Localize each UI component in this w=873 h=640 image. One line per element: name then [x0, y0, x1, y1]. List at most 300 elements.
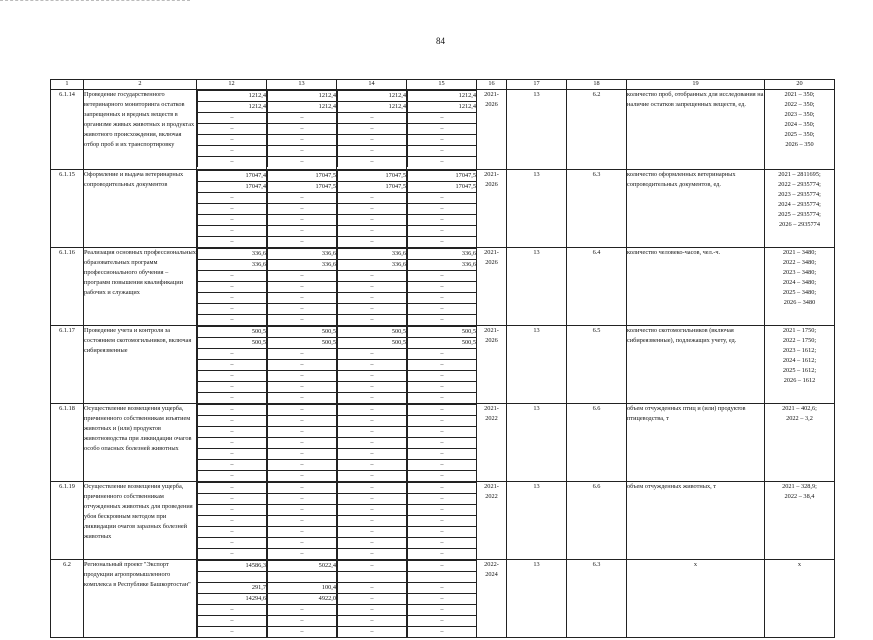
target-value: 2022 – 3,2	[786, 415, 813, 422]
value-cell: –	[268, 237, 337, 248]
value-column	[197, 482, 267, 560]
target-value: 2022 – 3480;	[782, 259, 817, 266]
row-number: 6.1.18	[51, 404, 84, 482]
value-cell: –	[198, 460, 267, 471]
target-value: 2026 – 350	[785, 141, 814, 148]
value-cell: –	[338, 561, 407, 572]
value-cell: –	[268, 627, 337, 638]
row-number: 6.1.14	[51, 90, 84, 170]
value-cell: –	[198, 204, 267, 215]
value-cell: –	[408, 594, 477, 605]
value-cell: 17047,4	[198, 171, 267, 182]
indicator-cell: количество оформленных ветеринарных сопроводительных документов, ед.	[627, 170, 765, 248]
value-cell: –	[268, 226, 337, 237]
value-cell: –	[408, 382, 477, 393]
value-cell: –	[338, 237, 407, 248]
column-18-cell: 6.4	[567, 248, 627, 326]
value-cell: –	[338, 282, 407, 293]
value-column	[197, 90, 267, 170]
value-cell: –	[338, 371, 407, 382]
row-name: Реализация основных профессиональных образовательных программ профессионального обучения – программ повышения квалификации рабочих и служащих	[84, 248, 197, 326]
table-row	[51, 170, 835, 248]
value-cell: –	[408, 516, 477, 527]
value-subtable	[337, 560, 406, 637]
value-subtable	[337, 90, 406, 167]
row-name: Осуществление возмещения ущерба, причиненного собственникам отчужденных животных для проведения убоя бескровным методом при ликвидации очагов заразных болезней животных	[84, 482, 197, 560]
header-cell-20: 20	[765, 80, 835, 90]
value-cell: 500,5	[408, 327, 477, 338]
value-cell: –	[338, 460, 407, 471]
value-cell: –	[198, 549, 267, 560]
value-cell: 291,7	[198, 583, 267, 594]
column-18-cell: 6.6	[567, 404, 627, 482]
value-cell: –	[198, 416, 267, 427]
value-cell: 500,5	[268, 338, 337, 349]
target-value: 2024 – 3480;	[782, 279, 817, 286]
value-cell: 17047,4	[198, 182, 267, 193]
value-column	[267, 404, 337, 482]
header-cell-16: 16	[477, 80, 507, 90]
column-17-cell: 13	[507, 560, 567, 638]
value-cell	[408, 572, 477, 583]
value-cell: –	[268, 449, 337, 460]
target-values-cell	[765, 326, 835, 404]
value-cell: –	[198, 315, 267, 326]
value-cell: –	[338, 193, 407, 204]
value-cell: 336,6	[408, 260, 477, 271]
value-column	[407, 170, 477, 248]
value-cell: –	[268, 204, 337, 215]
period-cell: 2021- 2026	[477, 170, 507, 248]
value-cell: –	[338, 124, 407, 135]
value-cell: –	[268, 146, 337, 157]
value-cell: –	[338, 349, 407, 360]
column-18-cell: 6.6	[567, 482, 627, 560]
value-cell: –	[408, 371, 477, 382]
target-value: 2023 – 3480;	[782, 269, 817, 276]
value-cell: 1212,4	[198, 91, 267, 102]
value-cell: –	[268, 304, 337, 315]
value-column	[197, 326, 267, 404]
value-column	[337, 248, 407, 326]
value-cell	[198, 572, 267, 583]
value-cell: –	[408, 215, 477, 226]
value-subtable	[407, 482, 476, 559]
value-cell: –	[338, 594, 407, 605]
value-cell: –	[408, 124, 477, 135]
value-cell: 500,5	[338, 338, 407, 349]
value-cell: –	[408, 393, 477, 404]
value-cell: –	[268, 157, 337, 168]
period-cell: 2022- 2024	[477, 560, 507, 638]
page-number: 84	[436, 36, 445, 46]
indicator-cell: x	[627, 560, 765, 638]
value-column	[407, 326, 477, 404]
value-cell: –	[408, 282, 477, 293]
value-cell: 5022,4	[268, 561, 337, 572]
value-subtable	[197, 170, 266, 247]
target-value: 2022 – 1750;	[782, 337, 817, 344]
period-cell: 2021- 2026	[477, 248, 507, 326]
value-cell: 14586,3	[198, 561, 267, 572]
value-cell: –	[268, 405, 337, 416]
value-cell: –	[338, 427, 407, 438]
value-cell: –	[198, 124, 267, 135]
value-cell: 100,4	[268, 583, 337, 594]
value-cell: –	[198, 438, 267, 449]
target-value: 2021 – 3480;	[782, 249, 817, 256]
indicator-cell: количество человеко-часов, чел.-ч.	[627, 248, 765, 326]
target-value: 2024 – 2935774;	[778, 201, 821, 208]
value-column	[337, 482, 407, 560]
target-value: 2022 – 350;	[784, 101, 815, 108]
target-value: 2026 – 1612	[783, 377, 816, 384]
value-cell: –	[408, 226, 477, 237]
column-17-cell: 13	[507, 170, 567, 248]
value-cell: 500,5	[338, 327, 407, 338]
value-cell: –	[198, 505, 267, 516]
value-cell: –	[408, 483, 477, 494]
value-subtable	[407, 248, 476, 325]
value-column	[197, 248, 267, 326]
value-cell: –	[338, 204, 407, 215]
value-cell: –	[268, 605, 337, 616]
value-cell: –	[408, 527, 477, 538]
table-row	[51, 482, 835, 560]
row-name: Проведение учета и контроля за состоянием скотомогильников, включая сибиреязвенные	[84, 326, 197, 404]
value-cell: 500,5	[268, 327, 337, 338]
value-cell: –	[198, 516, 267, 527]
value-cell: 17047,5	[338, 182, 407, 193]
header-cell-19: 19	[627, 80, 765, 90]
value-cell: –	[198, 360, 267, 371]
row-name: Осуществление возмещения ущерба, причиненного собственникам изъятием животных и (или) продуктов животноводства при ликвидации очагов особо опасных болезней животных	[84, 404, 197, 482]
value-cell: –	[268, 505, 337, 516]
value-column	[337, 560, 407, 638]
value-cell: –	[268, 315, 337, 326]
value-cell: –	[198, 382, 267, 393]
value-cell: 17047,5	[338, 171, 407, 182]
target-values-cell	[765, 404, 835, 482]
value-subtable	[267, 170, 336, 247]
value-column	[407, 482, 477, 560]
column-17-cell: 13	[507, 482, 567, 560]
column-17-cell: 13	[507, 326, 567, 404]
value-column	[337, 404, 407, 482]
value-subtable	[337, 170, 406, 247]
value-cell: –	[198, 215, 267, 226]
header-cell-17: 17	[507, 80, 567, 90]
value-cell: –	[268, 349, 337, 360]
target-values-cell	[765, 170, 835, 248]
value-cell: –	[338, 416, 407, 427]
value-cell: –	[338, 113, 407, 124]
value-cell: –	[338, 226, 407, 237]
row-number: 6.1.19	[51, 482, 84, 560]
value-cell: –	[338, 360, 407, 371]
value-cell: –	[338, 293, 407, 304]
value-cell: 1212,4	[338, 91, 407, 102]
value-column	[267, 560, 337, 638]
value-cell: –	[408, 583, 477, 594]
target-value: 2021 – 350;	[784, 91, 815, 98]
header-cell-15: 15	[407, 80, 477, 90]
row-number: 6.1.17	[51, 326, 84, 404]
value-cell: –	[198, 616, 267, 627]
target-value: 2023 – 2935774;	[778, 191, 821, 198]
value-cell: –	[268, 293, 337, 304]
value-cell: 1212,4	[198, 102, 267, 113]
target-value: 2024 – 1612;	[782, 357, 817, 364]
value-cell: –	[408, 538, 477, 549]
value-cell: 1212,4	[338, 102, 407, 113]
value-subtable	[407, 326, 476, 403]
value-cell: –	[408, 427, 477, 438]
value-cell: –	[198, 393, 267, 404]
value-subtable	[337, 326, 406, 403]
value-subtable	[197, 482, 266, 559]
value-cell: –	[198, 483, 267, 494]
value-cell: 500,5	[198, 327, 267, 338]
value-cell: –	[338, 146, 407, 157]
value-cell: 1212,4	[268, 102, 337, 113]
target-values-cell	[765, 482, 835, 560]
target-value: 2026 – 2935774	[779, 221, 820, 228]
value-cell: –	[408, 549, 477, 560]
value-subtable	[407, 170, 476, 247]
row-number: 6.1.15	[51, 170, 84, 248]
value-cell: –	[198, 271, 267, 282]
column-18-cell: 6.3	[567, 560, 627, 638]
value-column	[267, 90, 337, 170]
value-column	[197, 560, 267, 638]
value-cell: –	[338, 215, 407, 226]
value-cell: 500,5	[198, 338, 267, 349]
value-cell: –	[198, 193, 267, 204]
table-row	[51, 560, 835, 638]
value-cell: –	[338, 393, 407, 404]
value-cell: 1212,4	[268, 91, 337, 102]
value-cell: –	[338, 438, 407, 449]
value-cell: 17047,5	[408, 182, 477, 193]
column-18-cell: 6.3	[567, 170, 627, 248]
value-cell: 336,6	[408, 249, 477, 260]
value-cell: –	[408, 405, 477, 416]
target-value: 2023 – 1612;	[782, 347, 817, 354]
target-value: 2025 – 3480;	[782, 289, 817, 296]
value-subtable	[407, 90, 476, 167]
value-cell: –	[198, 135, 267, 146]
row-number: 6.1.16	[51, 248, 84, 326]
value-cell: –	[198, 237, 267, 248]
target-values-cell	[765, 90, 835, 170]
value-cell: –	[338, 538, 407, 549]
value-subtable	[337, 482, 406, 559]
value-subtable	[267, 90, 336, 167]
value-column	[407, 560, 477, 638]
header-cell-14: 14	[337, 80, 407, 90]
value-subtable	[267, 560, 336, 637]
value-cell: –	[338, 505, 407, 516]
value-cell: –	[408, 616, 477, 627]
value-cell: –	[338, 157, 407, 168]
period-cell: 2021- 2026	[477, 326, 507, 404]
value-cell: –	[338, 471, 407, 482]
value-cell: –	[198, 157, 267, 168]
value-cell: –	[408, 471, 477, 482]
value-column	[267, 326, 337, 404]
column-17-cell: 13	[507, 90, 567, 170]
value-cell: 336,6	[268, 249, 337, 260]
target-value: 2023 – 350;	[784, 111, 815, 118]
value-cell: –	[268, 427, 337, 438]
value-cell: –	[268, 438, 337, 449]
value-subtable	[197, 90, 266, 167]
row-name: Региональный проект "Экспорт продукции агропромышленного комплекса в Республике Башкортостан"	[84, 560, 197, 638]
value-cell: –	[268, 124, 337, 135]
value-cell	[338, 572, 407, 583]
value-cell: –	[198, 605, 267, 616]
value-cell: –	[338, 605, 407, 616]
value-cell: –	[338, 304, 407, 315]
value-cell: –	[408, 360, 477, 371]
value-cell: –	[408, 237, 477, 248]
value-cell: –	[408, 204, 477, 215]
value-cell: 336,6	[198, 260, 267, 271]
value-cell: 17047,5	[268, 171, 337, 182]
value-cell: –	[408, 157, 477, 168]
value-cell: –	[408, 505, 477, 516]
value-cell: –	[198, 471, 267, 482]
column-18-cell: 6.2	[567, 90, 627, 170]
period-cell: 2021- 2022	[477, 482, 507, 560]
header-cell-13: 13	[267, 80, 337, 90]
value-cell: 1212,4	[408, 102, 477, 113]
value-cell: –	[198, 427, 267, 438]
value-cell: –	[338, 527, 407, 538]
value-column	[197, 404, 267, 482]
value-cell: –	[408, 304, 477, 315]
value-cell: –	[408, 460, 477, 471]
target-values-cell	[765, 560, 835, 638]
value-cell: –	[408, 135, 477, 146]
table-row	[51, 90, 835, 170]
value-column	[337, 170, 407, 248]
value-cell: –	[338, 549, 407, 560]
value-subtable	[267, 404, 336, 481]
value-cell: –	[408, 449, 477, 460]
value-cell: –	[408, 438, 477, 449]
value-cell: –	[408, 561, 477, 572]
header-cell-2: 2	[84, 80, 197, 90]
value-cell: –	[268, 360, 337, 371]
row-name: Оформление и выдача ветеринарных сопроводительных документов	[84, 170, 197, 248]
value-column	[267, 248, 337, 326]
value-cell: –	[408, 349, 477, 360]
value-column	[407, 248, 477, 326]
value-cell: –	[338, 315, 407, 326]
value-cell: –	[338, 449, 407, 460]
value-subtable	[337, 248, 406, 325]
value-subtable	[267, 248, 336, 325]
value-cell: –	[198, 405, 267, 416]
value-column	[197, 170, 267, 248]
budget-table	[50, 79, 835, 638]
value-cell: –	[198, 146, 267, 157]
value-cell: –	[198, 226, 267, 237]
value-cell: 14294,6	[198, 594, 267, 605]
value-column	[407, 90, 477, 170]
value-subtable	[337, 404, 406, 481]
target-value: 2026 – 3480	[783, 299, 816, 306]
value-cell: –	[408, 627, 477, 638]
value-cell: –	[338, 271, 407, 282]
column-17-cell: 13	[507, 404, 567, 482]
value-cell: –	[198, 304, 267, 315]
value-column	[267, 482, 337, 560]
value-cell: 17047,5	[268, 182, 337, 193]
column-17-cell: 13	[507, 248, 567, 326]
value-cell: 336,6	[198, 249, 267, 260]
value-cell: –	[268, 382, 337, 393]
value-column	[407, 404, 477, 482]
value-cell: –	[408, 416, 477, 427]
value-cell: 17047,5	[408, 171, 477, 182]
indicator-cell: объем отчужденных птиц и (или) продуктов птицеводства, т	[627, 404, 765, 482]
value-cell: –	[338, 494, 407, 505]
value-cell: –	[268, 549, 337, 560]
value-cell: –	[408, 193, 477, 204]
scan-edge	[0, 0, 190, 3]
value-cell: –	[268, 393, 337, 404]
target-value: 2025 – 1612;	[782, 367, 817, 374]
value-cell: –	[338, 627, 407, 638]
value-subtable	[267, 482, 336, 559]
header-cell-18: 18	[567, 80, 627, 90]
value-cell: –	[408, 315, 477, 326]
value-cell: –	[408, 113, 477, 124]
value-column	[337, 90, 407, 170]
value-cell: –	[198, 371, 267, 382]
target-value: 2021 – 402,6;	[782, 405, 817, 412]
header-cell-12: 12	[197, 80, 267, 90]
value-cell: –	[338, 382, 407, 393]
header-row	[51, 80, 835, 90]
value-cell: –	[338, 516, 407, 527]
target-value: 2021 – 2811695;	[778, 171, 821, 178]
indicator-cell: количество скотомогильников (включая сибиреязвенные), подлежащих учету, ед.	[627, 326, 765, 404]
value-cell: –	[338, 483, 407, 494]
value-cell: –	[198, 538, 267, 549]
value-cell: 4922,0	[268, 594, 337, 605]
value-cell: –	[198, 449, 267, 460]
value-column	[267, 170, 337, 248]
value-cell: –	[268, 538, 337, 549]
value-cell: –	[338, 583, 407, 594]
value-cell: –	[408, 494, 477, 505]
value-cell: –	[268, 527, 337, 538]
value-column	[337, 326, 407, 404]
table-row	[51, 404, 835, 482]
value-cell: –	[268, 193, 337, 204]
value-cell: –	[268, 616, 337, 627]
value-cell: 336,6	[268, 260, 337, 271]
value-cell: –	[268, 113, 337, 124]
value-cell: –	[268, 215, 337, 226]
value-cell	[268, 572, 337, 583]
value-subtable	[197, 560, 266, 637]
value-cell: –	[198, 113, 267, 124]
